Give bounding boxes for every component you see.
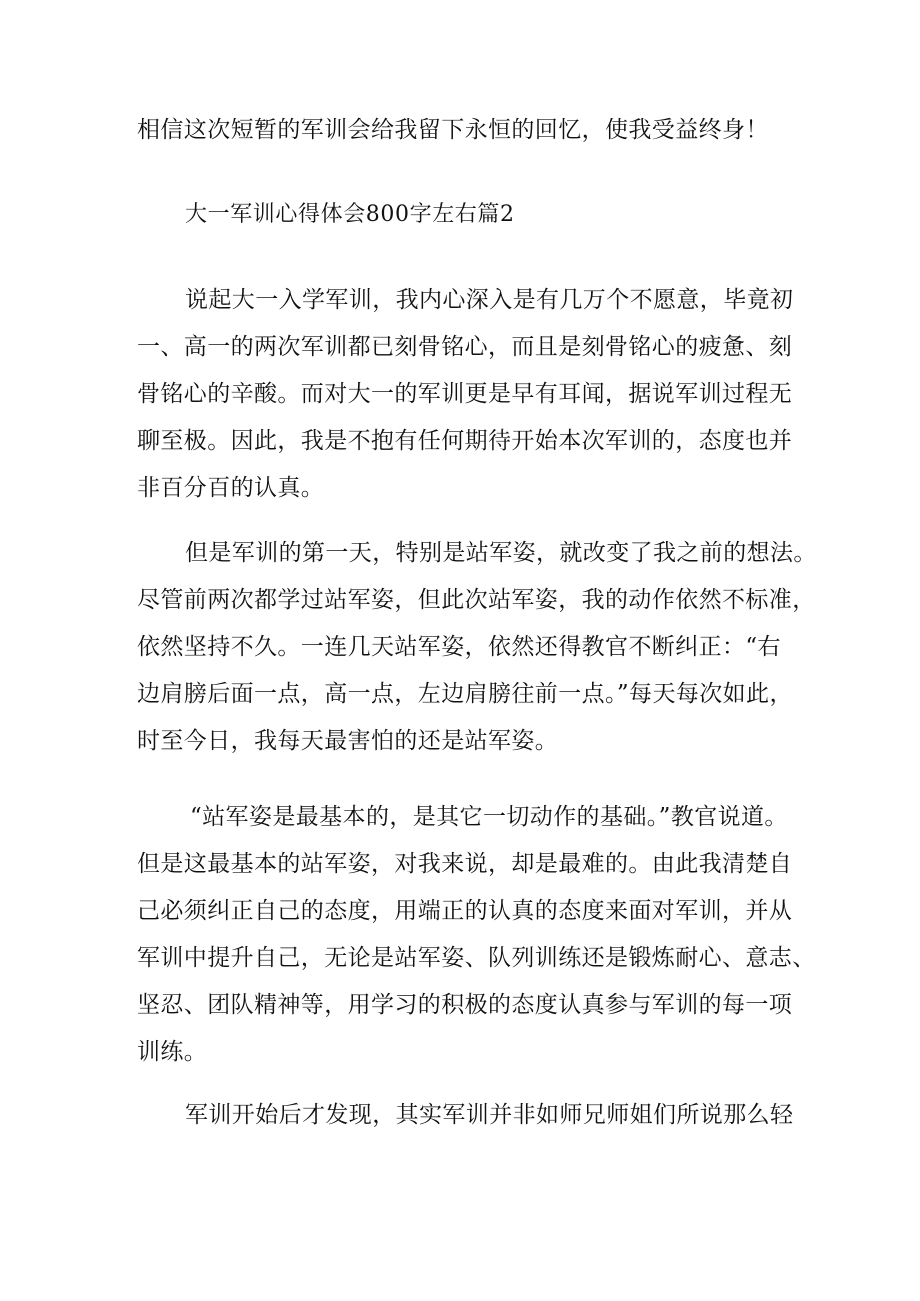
paragraph-line: 训练。 [137, 1039, 208, 1065]
paragraph-line: 说起大一入学军训，我内心深入是有几万个不愿意，毕竟初 [185, 287, 794, 313]
paragraph-line: 时至今日，我每天最害怕的还是站军姿。 [137, 728, 559, 754]
paragraph-line: 边肩膀后面一点，高一点，左边肩膀往前一点。”每天每次如此， [137, 681, 793, 707]
paragraph-line: 骨铭心的辛酸。而对大一的军训更是早有耳闻，据说军训过程无 [137, 381, 793, 407]
paragraph-line: “站军姿是最基本的，是其它一切动作的基础。”教官说道。 [190, 804, 788, 830]
paragraph-line: 一、高一的两次军训都已刻骨铭心，而且是刻骨铭心的疲惫、刻 [137, 334, 793, 360]
paragraph-line: 但是军训的第一天，特别是站军姿，就改变了我之前的想法。 [185, 540, 817, 566]
paragraph-line: 依然坚持不久。一连几天站军姿，依然还得教官不断纠正：“右 [137, 634, 781, 660]
paragraph-line: 非百分百的认真。 [137, 475, 325, 501]
paragraph-line: 聊至极。因此，我是不抱有任何期待开始本次军训的，态度也并 [137, 428, 793, 454]
section-heading: 大一军训心得体会800字左右篇2 [185, 202, 515, 227]
paragraph-line: 军训中提升自己，无论是站军姿、队列训练还是锻炼耐心、意志、 [137, 945, 816, 971]
paragraph-line: 坚忍、团队精神等，用学习的积极的态度认真参与军训的每一项 [137, 992, 793, 1018]
paragraph-line: 但是这最基本的站军姿，对我来说，却是最难的。由此我清楚自 [137, 851, 793, 877]
intro-closing-line: 相信这次短暂的军训会给我留下永恒的回忆，使我受益终身！ [137, 117, 769, 143]
paragraph-line: 军训开始后才发现，其实军训并非如师兄师姐们所说那么轻 [185, 1102, 794, 1128]
paragraph-line: 己必须纠正自己的态度，用端正的认真的态度来面对军训，并从 [137, 898, 793, 924]
paragraph-line: 尽管前两次都学过站军姿，但此次站军姿，我的动作依然不标准， [137, 587, 816, 613]
